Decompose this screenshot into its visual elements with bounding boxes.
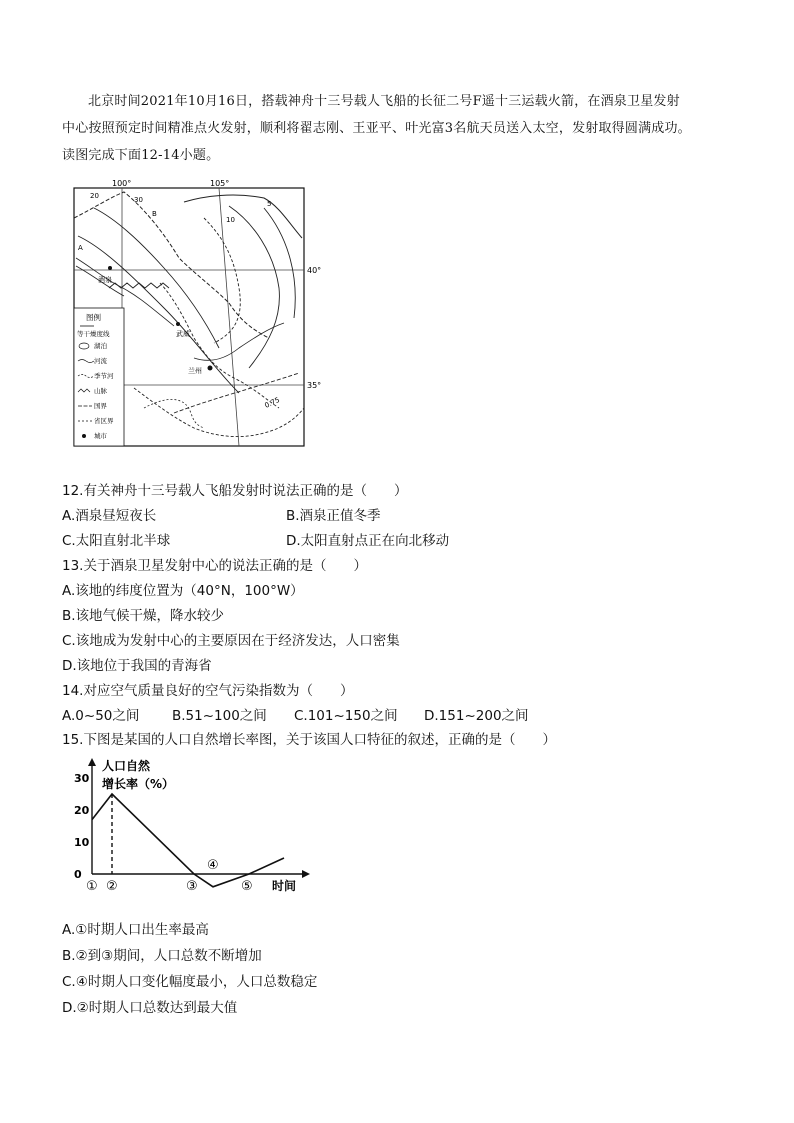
question-15-option-c: C.④时期人口变化幅度最小，人口总数稳定 xyxy=(62,974,318,990)
legend-item-isoline: 等干燥度线 xyxy=(77,330,110,338)
lon-label-105: 105° xyxy=(210,179,230,188)
question-15-option-d: D.②时期人口总数达到最大值 xyxy=(62,1000,238,1016)
question-15-option-b: B.②到③期间，人口总数不断增加 xyxy=(62,948,262,964)
chart-y-tick-10: 10 xyxy=(74,836,90,849)
question-15-stem: 15.下图是某国的人口自然增长率图，关于该国人口特征的叙述，正确的是（ ） xyxy=(62,732,556,748)
isoline-label-10: 10 xyxy=(226,216,235,224)
legend-item-river: 河流 xyxy=(94,357,107,365)
isoline-label-20: 20 xyxy=(90,192,99,200)
intro-line-2: 中心按照预定时间精准点火发射，顺利将翟志刚、王亚平、叶光富3名航天员送入太空，发射取得圆满成功。 xyxy=(62,121,691,136)
question-14-option-a: A.0~50之间 xyxy=(62,708,140,724)
point-label-b: B xyxy=(152,210,157,218)
question-13-stem: 13.关于酒泉卫星发射中心的说法正确的是（ ） xyxy=(62,558,367,574)
chart-y-tick-0: 0 xyxy=(74,868,82,881)
legend-item-seasonal-river: 季节河 xyxy=(94,372,114,380)
intro-line-1: 北京时间2021年10月16日，搭载神舟十三号载人飞船的长征二号F遥十三运载火箭，在酒泉卫星发射 xyxy=(88,94,680,109)
map-figure xyxy=(64,178,322,450)
chart-y-arrow xyxy=(88,758,96,766)
chart-point-label-5: ⑤ xyxy=(241,879,253,894)
city-wuwei: 武威 xyxy=(176,330,190,338)
question-12-option-c: C.太阳直射北半球 xyxy=(62,533,171,549)
chart-point-label-4: ④ xyxy=(207,858,219,873)
isoline-label-075: 0.75 xyxy=(263,395,281,410)
legend-title: 图例 xyxy=(86,313,101,322)
chart-y-tick-20: 20 xyxy=(74,804,90,817)
question-14-option-b: B.51~100之间 xyxy=(172,708,267,724)
question-14-stem: 14.对应空气质量良好的空气污染指数为（ ） xyxy=(62,683,354,699)
lon-label-100: 100° xyxy=(112,179,132,188)
chart-point-label-1: ① xyxy=(86,879,98,894)
chart-point-label-2: ② xyxy=(106,879,118,894)
question-15-option-a: A.①时期人口出生率最高 xyxy=(62,922,209,938)
legend-item-province-border: 省区界 xyxy=(94,417,114,425)
lat-label-35: 35° xyxy=(307,381,322,390)
question-14-option-d: D.151~200之间 xyxy=(424,708,529,724)
chart-x-arrow xyxy=(302,870,310,878)
legend-item-city: 城市 xyxy=(94,432,107,440)
question-13-option-c: C.该地成为发射中心的主要原因在于经济发达，人口密集 xyxy=(62,633,400,649)
isoline-label-30: 30 xyxy=(134,196,143,204)
question-13-option-a: A.该地的纬度位置为（40°N，100°W） xyxy=(62,583,304,599)
question-12-option-d: D.太阳直射点正在向北移动 xyxy=(286,533,450,549)
intro-line-3: 读图完成下面12-14小题。 xyxy=(62,148,220,163)
isoline-label-5: 5 xyxy=(267,200,272,208)
chart-point-label-3: ③ xyxy=(186,879,198,894)
question-12-stem: 12.有关神舟十三号载人飞船发射时说法正确的是（ ） xyxy=(62,483,408,499)
question-14-option-c: C.101~150之间 xyxy=(294,708,398,724)
chart-ylabel-line1: 人口自然 xyxy=(102,759,151,773)
question-13-option-d: D.该地位于我国的青海省 xyxy=(62,658,212,674)
point-label-a: A xyxy=(78,244,83,252)
legend-item-national-border: 国界 xyxy=(94,402,107,410)
question-12-option-b: B.酒泉正值冬季 xyxy=(286,508,381,524)
chart-y-tick-30: 30 xyxy=(74,772,90,785)
population-growth-chart xyxy=(72,756,322,898)
legend-item-mountain: 山脉 xyxy=(94,387,107,395)
chart-ylabel-line2: 增长率（%） xyxy=(102,777,175,791)
question-13-option-b: B.该地气候干燥，降水较少 xyxy=(62,608,225,624)
legend-item-lake: 湖泊 xyxy=(94,342,107,350)
city-jiuquan: 酒泉 xyxy=(98,276,112,284)
lat-label-40: 40° xyxy=(307,266,322,275)
chart-series-line xyxy=(92,794,284,887)
city-lanzhou: 兰州 xyxy=(188,367,202,375)
chart-xlabel: 时间 xyxy=(272,879,297,893)
question-12-option-a: A.酒泉昼短夜长 xyxy=(62,508,157,524)
intro-paragraph xyxy=(62,88,752,169)
